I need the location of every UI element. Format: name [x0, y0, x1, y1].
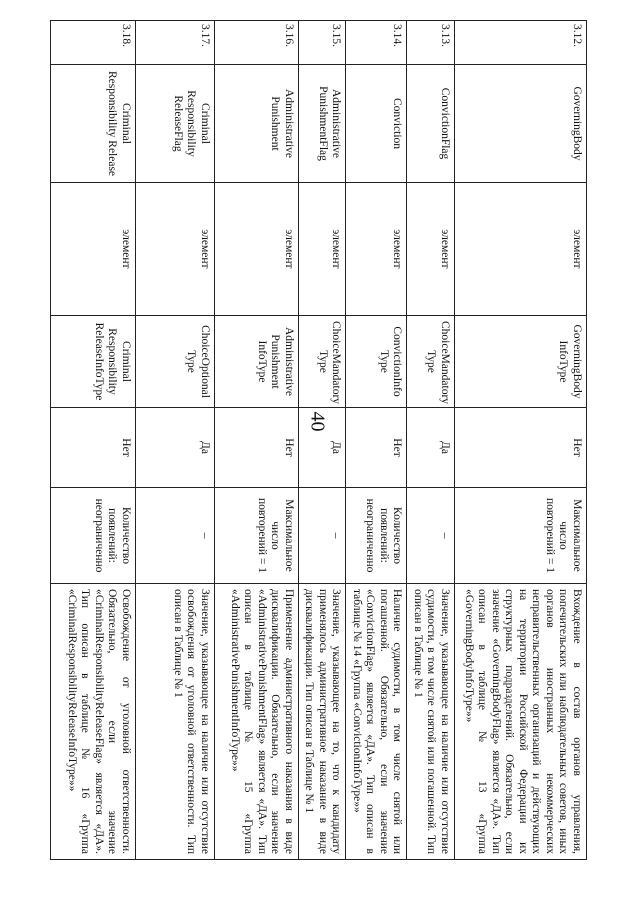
element-name: ConvictionFlag — [407, 65, 455, 183]
element-name: Administrative PunishmentFlag — [299, 65, 347, 183]
row-number: 3.14. — [346, 21, 407, 65]
element-name: GoverningBody — [455, 65, 587, 183]
element-name: Administrative Punishment — [215, 65, 299, 183]
element-type: Criminal Responsibility ReleaseInfoType — [51, 316, 136, 408]
table-row — [407, 21, 455, 860]
element-required: Да — [136, 408, 215, 488]
row-number: 3.16. — [215, 21, 299, 65]
element-name: Criminal Responsibility ReleaseFlag — [136, 65, 215, 183]
element-description: Наличие судимости, в том числе снятой или погашенной. Обязательно, если значение «ConvictionFlag» является «ДА». Тип описан в таблице № 14 «Группа «ConvictionInfoType»» — [346, 584, 407, 860]
element-description: Значение, указывающее на наличие или отсутствие судимости, в том числе снятой или погашенной. Тип описан в Таблице № 1 — [407, 584, 455, 860]
element-kind: элемент — [346, 183, 407, 316]
element-type: Administrative Punishment InfoType — [215, 316, 299, 408]
element-required: Нет — [346, 408, 407, 488]
element-required: Нет — [51, 408, 136, 488]
row-number: 3.12. — [455, 21, 587, 65]
elements-table — [50, 20, 587, 860]
table-row — [136, 21, 215, 860]
table-row — [215, 21, 299, 860]
row-number: 3.13. — [407, 21, 455, 65]
element-kind: элемент — [136, 183, 215, 316]
element-count: Количество появлений: неограниченно — [51, 488, 136, 584]
element-count: – — [299, 488, 347, 584]
element-count: – — [407, 488, 455, 584]
element-type: ChoiceOptional Type — [136, 316, 215, 408]
row-number: 3.15. — [299, 21, 347, 65]
table-row — [51, 21, 136, 860]
table-row — [299, 21, 347, 860]
element-kind: элемент — [407, 183, 455, 316]
element-count: Максимальное число повторений = 1 — [455, 488, 587, 584]
element-kind: элемент — [51, 183, 136, 316]
page-number: 40 — [306, 411, 329, 432]
element-count: – — [136, 488, 215, 584]
element-type: GoverningBody InfoType — [455, 316, 587, 408]
element-description: Применение административного наказания в виде дисквалификации. Обязательно, если значение «AdministrativePunishmentFlag» является «ДА». Тип описан в таблице № 15 «Группа «AdministrativePunishmentInfoType»» — [215, 584, 299, 860]
element-required: Да — [407, 408, 455, 488]
element-description: Значение, указывающее на наличие или отсутствие освобождения от уголовной ответственности. Тип описан в Таблице № 1 — [136, 584, 215, 860]
table-row — [346, 21, 407, 860]
element-description: Вхождение в состав органов управления, попечительских или наблюдательных советов, иных органов иностранных некоммерческих неправительственных организаций и действующих на территории Российской Федерации их структурных подразделений. Обязательно, если значение «GoverningBodyFlag» является «ДА». Тип описан в таблице № 13 «Группа «GoverningBodyInfoType»» — [455, 584, 587, 860]
element-type: ConvictionInfo Type — [346, 316, 407, 408]
element-kind: элемент — [455, 183, 587, 316]
element-count: Максимальное число повторений = 1 — [215, 488, 299, 584]
row-number: 3.18. — [51, 21, 136, 65]
rotated-table-container — [57, 20, 587, 859]
element-description: Освобождение от уголовной ответственности. Обязательно, если значение «CriminalResponsibilityReleaseFlag» является «ДА». Тип описан в таблице № 16 «Группа «CriminalResponsibilityReleaseInfoType»» — [51, 584, 136, 860]
element-kind: элемент — [215, 183, 299, 316]
element-required: Нет — [455, 408, 587, 488]
element-count: Количество появлений: неограниченно — [346, 488, 407, 584]
element-name: Conviction — [346, 65, 407, 183]
element-type: ChoiceMandatory Type — [407, 316, 455, 408]
element-name: Criminal Responsibility Release — [51, 65, 136, 183]
element-required: Да — [299, 408, 347, 488]
table-row — [455, 21, 587, 860]
element-required: Нет — [215, 408, 299, 488]
element-kind: элемент — [299, 183, 347, 316]
element-description: Значение, указывающее на то, что к кандидату применялось административное наказание в виде дисквалификации. Тип описан в Таблице № 1 — [299, 584, 347, 860]
element-type: ChoiceMandatory Type — [299, 316, 347, 408]
row-number: 3.17. — [136, 21, 215, 65]
